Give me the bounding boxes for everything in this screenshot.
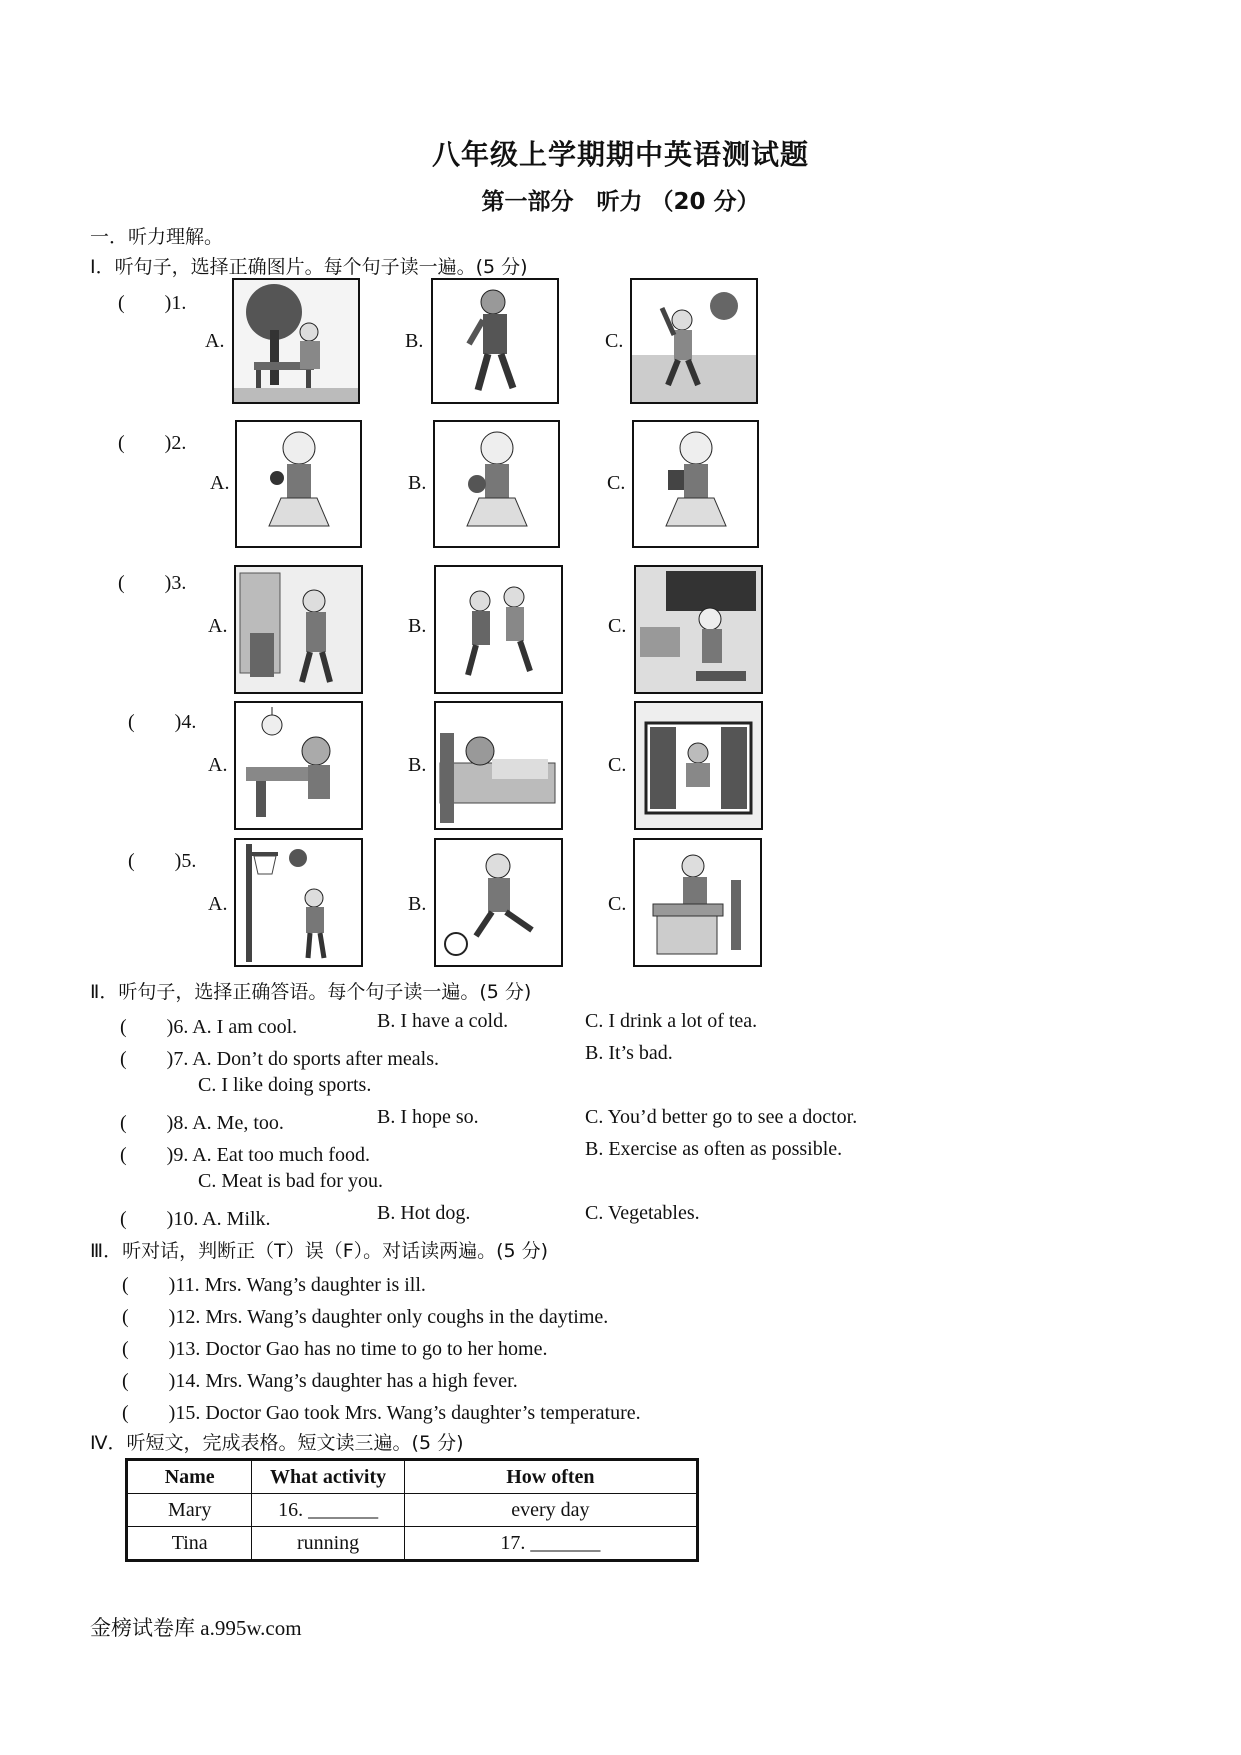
table-row <box>127 1527 698 1561</box>
q7-option-b: B. It’s bad. <box>585 1042 673 1064</box>
activity-table <box>125 1458 699 1562</box>
q3-picture-b[interactable] <box>434 565 563 694</box>
q8-option-b: B. I hope so. <box>377 1106 479 1128</box>
q3-option-c-label: C. <box>608 615 627 637</box>
q5-picture-b[interactable] <box>434 838 563 967</box>
part1-instruction: Ⅰ．听句子，选择正确图片。每个句子读一遍。(5 分) <box>90 256 528 278</box>
header-frequency: How often <box>404 1460 697 1494</box>
footer-source: 金榜试卷库 a.995w.com <box>90 1616 302 1640</box>
cell-activity: running <box>252 1527 404 1561</box>
header-activity: What activity <box>252 1460 404 1494</box>
q4-option-b-label: B. <box>408 754 427 776</box>
q4-picture-b[interactable] <box>434 701 563 830</box>
q10-option-a: ( )10. A. Milk. <box>120 1208 271 1230</box>
q2-option-a-label: A. <box>210 472 230 494</box>
q4-picture-a[interactable] <box>234 701 363 830</box>
cell-name: Mary <box>127 1494 252 1527</box>
q2-picture-c[interactable] <box>632 420 759 548</box>
q1-option-a-label: A. <box>205 330 225 352</box>
q3-option-b-label: B. <box>408 615 427 637</box>
cell-frequency: every day <box>404 1494 697 1527</box>
q14-statement: ( )14. Mrs. Wang’s daughter has a high fever. <box>122 1370 518 1392</box>
q4-picture-c[interactable] <box>634 701 763 830</box>
question-3-label: ( )3. <box>118 572 187 594</box>
part2-instruction: Ⅱ．听句子，选择正确答语。每个句子读一遍。(5 分) <box>90 981 532 1003</box>
q5-picture-c[interactable] <box>633 838 762 967</box>
q5-option-b-label: B. <box>408 893 427 915</box>
cell-name: Tina <box>127 1527 252 1561</box>
q12-statement: ( )12. Mrs. Wang’s daughter only coughs in the daytime. <box>122 1306 609 1328</box>
q3-option-a-label: A. <box>208 615 228 637</box>
q3-picture-c[interactable] <box>634 565 763 694</box>
q1-picture-b[interactable] <box>431 278 559 404</box>
page-subtitle: 第一部分 听力 （20 分） <box>481 189 760 215</box>
cell-frequency-blank[interactable]: 17. _______ <box>404 1527 697 1561</box>
q9-option-a: ( )9. A. Eat too much food. <box>120 1144 370 1166</box>
q4-option-c-label: C. <box>608 754 627 776</box>
question-4-label: ( )4. <box>128 711 197 733</box>
q8-option-a: ( )8. A. Me, too. <box>120 1112 284 1134</box>
page-title: 八年级上学期期中英语测试题 <box>431 138 809 171</box>
q1-option-b-label: B. <box>405 330 424 352</box>
q8-option-c: C. You’d better go to see a doctor. <box>585 1106 858 1128</box>
table-header-row <box>127 1460 698 1494</box>
q2-picture-b[interactable] <box>433 420 560 548</box>
q10-option-c: C. Vegetables. <box>585 1202 700 1224</box>
q11-statement: ( )11. Mrs. Wang’s daughter is ill. <box>122 1274 426 1296</box>
q2-picture-a[interactable] <box>235 420 362 548</box>
question-2-label: ( )2. <box>118 432 187 454</box>
q7-option-a: ( )7. A. Don’t do sports after meals. <box>120 1048 440 1070</box>
q2-option-b-label: B. <box>408 472 427 494</box>
cell-activity-blank[interactable]: 16. _______ <box>252 1494 404 1527</box>
q3-picture-a[interactable] <box>234 565 363 694</box>
part4-instruction: Ⅳ．听短文，完成表格。短文读三遍。(5 分) <box>90 1432 464 1454</box>
q1-picture-a[interactable] <box>232 278 360 404</box>
q6-option-b: B. I have a cold. <box>377 1010 509 1032</box>
q5-option-c-label: C. <box>608 893 627 915</box>
q7-option-c: C. I like doing sports. <box>198 1074 372 1096</box>
question-5-label: ( )5. <box>128 850 197 872</box>
q2-option-c-label: C. <box>607 472 626 494</box>
q6-option-c: C. I drink a lot of tea. <box>585 1010 758 1032</box>
q6-option-a: ( )6. A. I am cool. <box>120 1016 298 1038</box>
q9-option-b: B. Exercise as often as possible. <box>585 1138 843 1160</box>
header-name: Name <box>127 1460 252 1494</box>
q15-statement: ( )15. Doctor Gao took Mrs. Wang’s daughter’s temperature. <box>122 1402 641 1424</box>
q5-picture-a[interactable] <box>234 838 363 967</box>
question-1-label: ( )1. <box>118 292 187 314</box>
table-row <box>127 1494 698 1527</box>
q1-picture-c[interactable] <box>630 278 758 404</box>
q1-option-c-label: C. <box>605 330 624 352</box>
q10-option-b: B. Hot dog. <box>377 1202 471 1224</box>
q5-option-a-label: A. <box>208 893 228 915</box>
q4-option-a-label: A. <box>208 754 228 776</box>
q9-option-c: C. Meat is bad for you. <box>198 1170 383 1192</box>
section-heading: 一．听力理解。 <box>90 226 224 248</box>
q13-statement: ( )13. Doctor Gao has no time to go to her home. <box>122 1338 548 1360</box>
part3-instruction: Ⅲ．听对话，判断正（T）误（F）。对话读两遍。(5 分) <box>90 1240 549 1262</box>
